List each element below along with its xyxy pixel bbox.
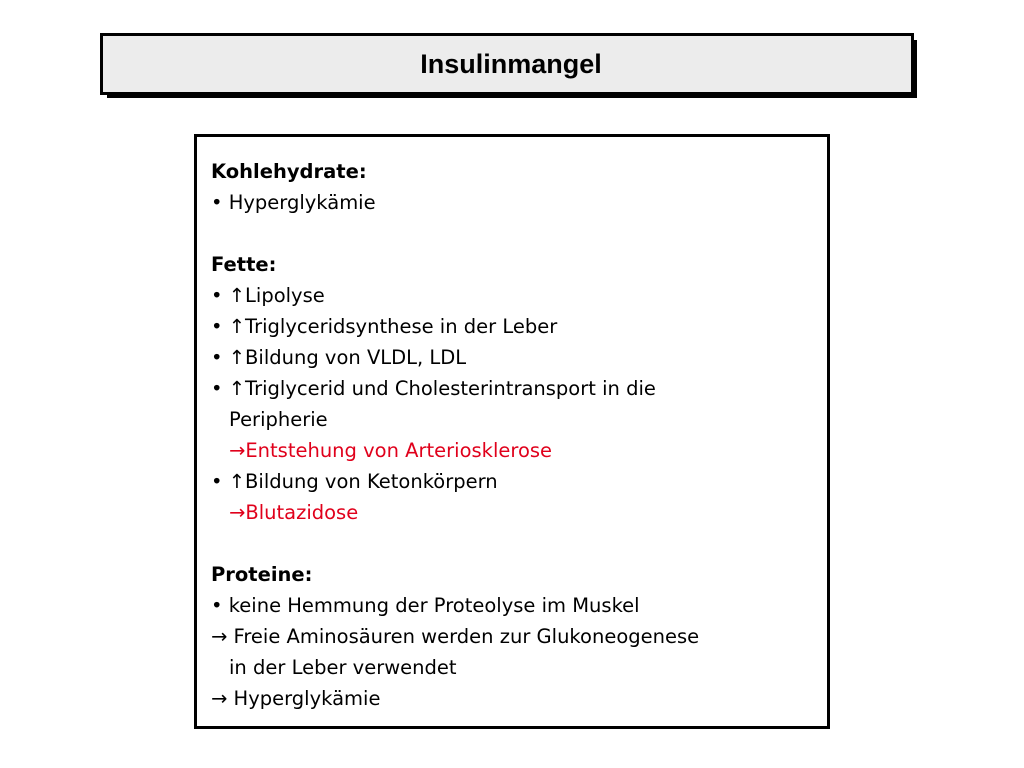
- carbs-item-hyperglykaemie: • Hyperglykämie: [211, 191, 376, 214]
- fats-item-vldl-ldl: • ↑Bildung von VLDL, LDL: [211, 346, 467, 369]
- fats-item-blutazidose: →Blutazidose: [229, 501, 359, 524]
- proteins-item-aminosaeuren: → Freie Aminosäuren werden zur Glukoneogenese: [211, 625, 700, 648]
- proteins-item-leber: in der Leber verwendet: [229, 656, 457, 679]
- title-box: [100, 33, 914, 95]
- fats-item-triglyceridsynthese: • ↑Triglyceridsynthese in der Leber: [211, 315, 558, 338]
- fats-item-cholesterintransport: • ↑Triglycerid und Cholesterintransport in die: [211, 377, 656, 400]
- fats-item-arteriosklerose: →Entstehung von Arteriosklerose: [229, 439, 553, 462]
- content-text: [211, 156, 811, 714]
- carbs-heading: Kohlehydrate:: [211, 160, 367, 183]
- proteins-item-proteolyse: • keine Hemmung der Proteolyse im Muskel: [211, 594, 640, 617]
- proteins-item-hyperglykaemie: → Hyperglykämie: [211, 687, 381, 710]
- fats-item-peripherie: Peripherie: [229, 408, 328, 431]
- fats-item-ketonkoerper: • ↑Bildung von Ketonkörpern: [211, 470, 498, 493]
- fats-heading: Fette:: [211, 253, 277, 276]
- spacer: [211, 218, 811, 249]
- spacer: [211, 528, 811, 559]
- fats-item-lipolyse: • ↑Lipolyse: [211, 284, 325, 307]
- page-title: Insulinmangel: [420, 48, 602, 79]
- proteins-heading: Proteine:: [211, 563, 313, 586]
